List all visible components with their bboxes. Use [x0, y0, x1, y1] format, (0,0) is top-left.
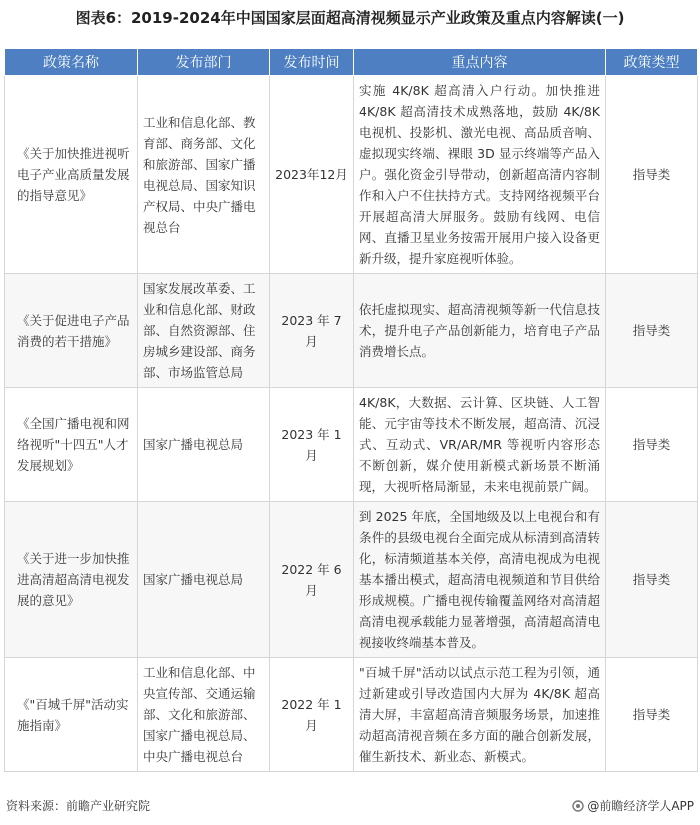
table-row — [5, 502, 698, 658]
brand-text: @前瞻经济学人APP — [587, 799, 694, 813]
policy-type-cell: 指导类 — [606, 502, 698, 658]
policy-name-cell: 《关于进一步加快推进高清超高清电视发展的意见》 — [5, 502, 138, 658]
content-cell: 到 2025 年底，全国地级及以上电视台和有条件的县级电视台全面完成从标清到高清转化，标清频道基本关停，高清电视成为电视基本播出模式，超高清电视频道和节目供给形成规模。广播电视传输覆盖网络对高清超高清电视承载能力显著增强，高清超高清电视接收终端基本普及。 — [354, 502, 606, 658]
policy-name-cell: 《全国广播电视和网络视听"十四五"人才发展规划》 — [5, 388, 138, 502]
content-cell: 实施 4K/8K 超高清入户行动。加快推进 4K/8K 超高清技术成熟落地，鼓励 4K/8K 电视机、投影机、激光电视、高品质音响、虚拟现实终端、裸眼 3D 显示终端等产品入户。强化资金引导带动，创新超高清内容制作和入户不住扶持方式。支持网络视频平台开展超高清大屏服务。鼓励有线网、电信网、直播卫星业务按需开展用户接入设备更新升级，提升家庭视听体验。 — [354, 76, 606, 274]
policy-name-cell: 《关于促进电子产品消费的若干措施》 — [5, 274, 138, 388]
table-row — [5, 388, 698, 502]
figure-title: 图表6：2019-2024年中国国家层面超高清视频显示产业政策及重点内容解读(一) — [75, 9, 625, 27]
date-cell: 2022 年 1 月 — [270, 658, 354, 772]
content-cell: 4K/8K，大数据、云计算、区块链、人工智能、元宇宙等技术不断发展，超高清、沉浸式、互动式、VR/AR/MR 等视听内容形态不断创新，媒介使用新模式新场景不断涌现，大视听格局渐显，未来电视前景广阔。 — [354, 388, 606, 502]
policy-type-cell: 指导类 — [606, 274, 698, 388]
date-cell: 2023年12月 — [270, 76, 354, 274]
department-cell: 国家广播电视总局 — [138, 502, 270, 658]
policy-name-cell: 《"百城千屏"活动实施指南》 — [5, 658, 138, 772]
content-cell: 依托虚拟现实、超高清视频等新一代信息技术，提升电子产品创新能力，培育电子产品消费增长点。 — [354, 274, 606, 388]
header-policy-name: 政策名称 — [5, 49, 138, 76]
policy-table — [4, 48, 698, 772]
department-cell: 工业和信息化部、中央宣传部、交通运输部、文化和旅游部、国家广播电视总局、中央广播电视总台 — [138, 658, 270, 772]
brand-logo-icon — [572, 800, 584, 812]
table-row — [5, 76, 698, 274]
table-header-row — [5, 49, 698, 76]
policy-type-cell: 指导类 — [606, 388, 698, 502]
source-note: 资料来源：前瞻产业研究院 — [6, 799, 151, 813]
header-department: 发布部门 — [138, 49, 270, 76]
department-cell: 工业和信息化部、教育部、商务部、文化和旅游部、国家广播电视总局、国家知识产权局、中央广播电视总台 — [138, 76, 270, 274]
policy-name-cell: 《关于加快推进视听电子产业高质量发展的指导意见》 — [5, 76, 138, 274]
content-cell: "百城千屏"活动以试点示范工程为引领，通过新建或引导改造国内大屏为 4K/8K 超高清大屏，丰富超高清音频服务场景，加速推动超高清视音频在多方面的融合创新发展，催生新技术、新业态、新模式。 — [354, 658, 606, 772]
table-row — [5, 658, 698, 772]
date-cell: 2022 年 6 月 — [270, 502, 354, 658]
department-cell: 国家发展改革委、工业和信息化部、财政部、自然资源部、住房城乡建设部、商务部、市场监管总局 — [138, 274, 270, 388]
policy-type-cell: 指导类 — [606, 658, 698, 772]
header-key-content: 重点内容 — [354, 49, 606, 76]
header-policy-type: 政策类型 — [606, 49, 698, 76]
date-cell: 2023 年 7 月 — [270, 274, 354, 388]
department-cell: 国家广播电视总局 — [138, 388, 270, 502]
date-cell: 2023 年 1 月 — [270, 388, 354, 502]
header-date: 发布时间 — [270, 49, 354, 76]
policy-type-cell: 指导类 — [606, 76, 698, 274]
table-row — [5, 274, 698, 388]
brand-credit — [572, 797, 694, 814]
